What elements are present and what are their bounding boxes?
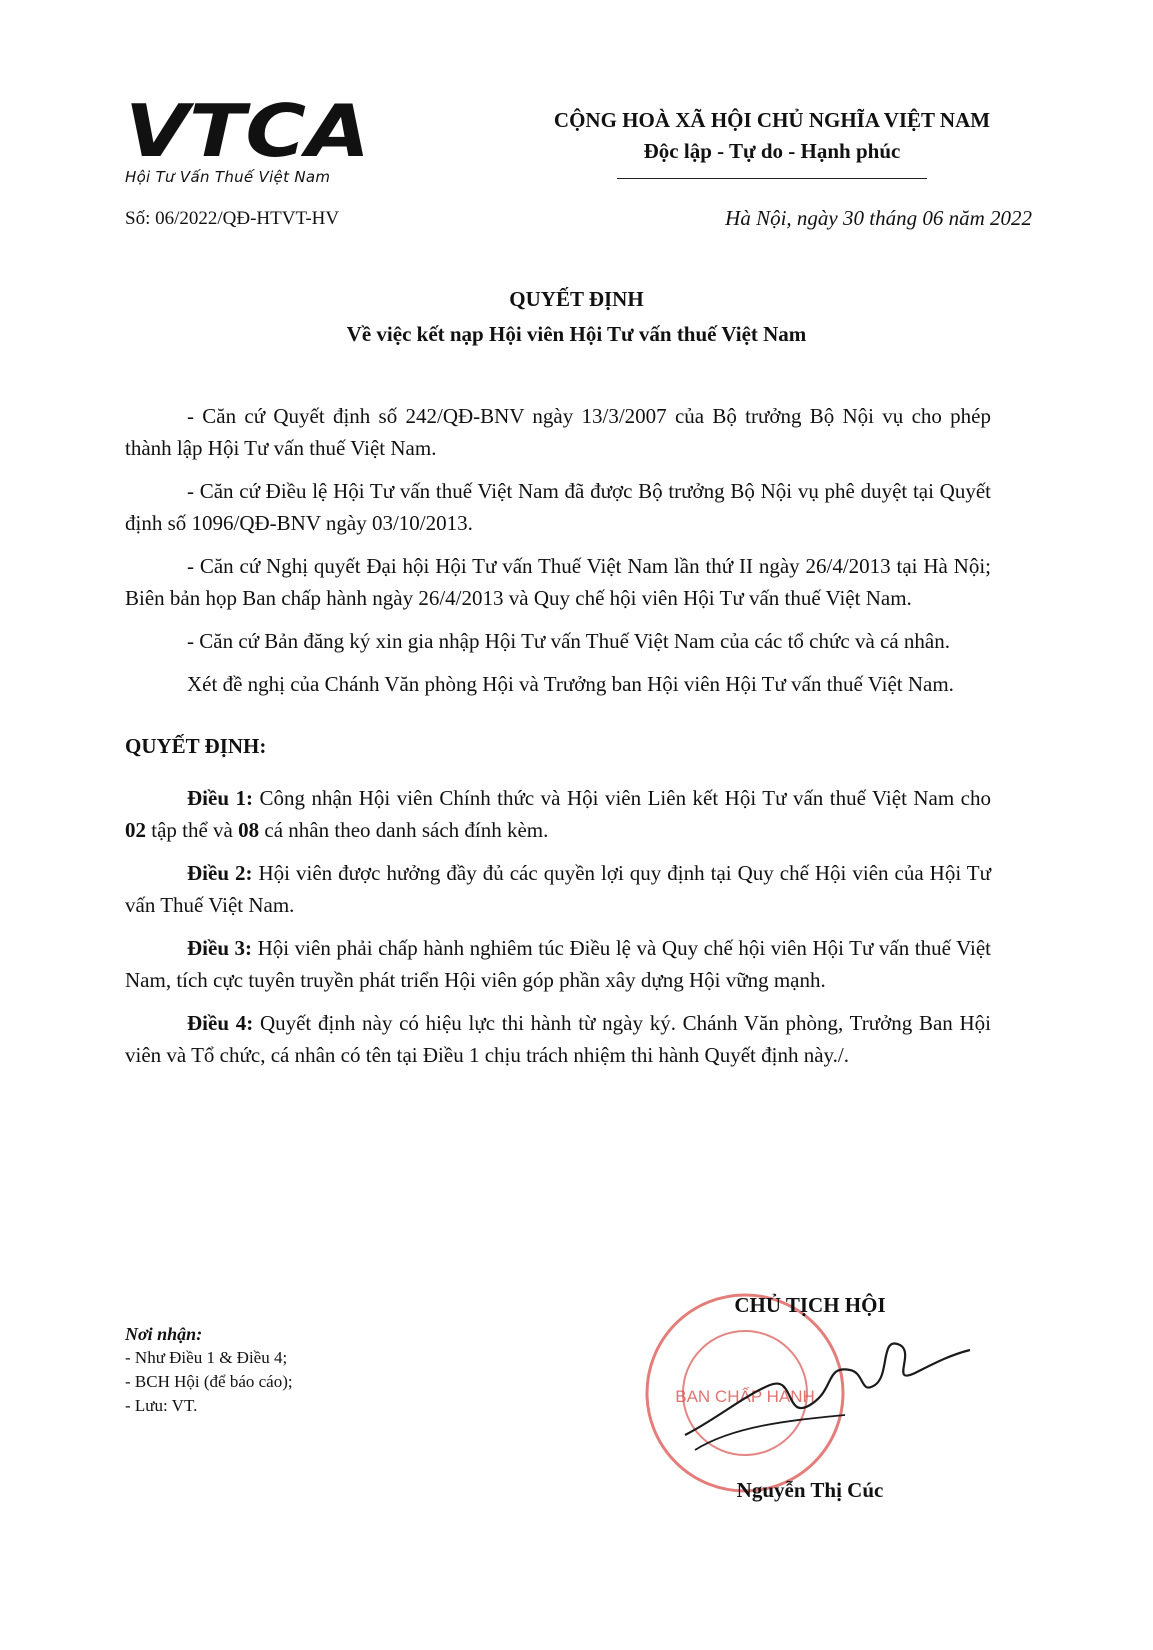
article-2 — [125, 857, 991, 921]
handwritten-signature — [675, 1325, 975, 1465]
preamble-item: - Căn cứ Nghị quyết Đại hội Hội Tư vấn Thuế Việt Nam lần thứ II ngày 26/4/2013 tại Hà Nội; Biên bản họp Ban chấp hành ngày 26/4/2013 và Quy chế hội viên Hội Tư vấn thuế Việt Nam. — [125, 554, 991, 610]
recipient-item: - Lưu: VT. — [125, 1396, 198, 1415]
preamble-item: - Căn cứ Bản đăng ký xin gia nhập Hội Tư vấn Thuế Việt Nam của các tổ chức và cá nhân. — [187, 629, 950, 653]
article-text: Hội viên được hưởng đầy đủ các quyền lợi quy định tại Quy chế Hội viên của Hội Tư vấn Thuế Việt Nam. — [125, 861, 991, 917]
motto-underline — [617, 178, 927, 179]
place-and-date: Hà Nội, ngày 30 tháng 06 năm 2022 — [725, 206, 1032, 230]
article-1 — [125, 782, 991, 846]
logo-lettering: VTCA — [125, 100, 370, 166]
article-number: 08 — [238, 818, 260, 842]
reference-number: Số: 06/2022/QĐ-HTVT-HV — [125, 208, 340, 229]
recipients-heading: Nơi nhận: — [125, 1324, 203, 1344]
recipients-block — [125, 1322, 293, 1418]
recipient-item: - Như Điều 1 & Điều 4; — [125, 1348, 288, 1367]
recipient-item: - BCH Hội (để báo cáo); — [125, 1372, 293, 1391]
document-body — [125, 400, 991, 1082]
signatory-title: CHỦ TỊCH HỘI — [734, 1293, 886, 1317]
article-label: Điều 2: — [187, 861, 253, 885]
article-text: Công nhận Hội viên Chính thức và Hội viên Liên kết Hội Tư vấn thuế Việt Nam cho — [252, 786, 991, 810]
stamp-text: BAN CHẤP HÀNH — [675, 1387, 815, 1406]
national-header — [512, 108, 1032, 179]
logo-subtitle: Hội Tư Vấn Thuế Việt Nam — [125, 168, 331, 186]
article-text: tập thể và — [146, 818, 239, 842]
national-motto: Độc lập - Tự do - Hạnh phúc — [643, 139, 901, 163]
document-title — [0, 287, 1153, 347]
article-label: Điều 4: — [187, 1011, 254, 1035]
decision-heading: QUYẾT ĐỊNH: — [125, 734, 267, 758]
preamble-item: Xét đề nghị của Chánh Văn phòng Hội và Trưởng ban Hội viên Hội Tư vấn thuế Việt Nam. — [187, 672, 954, 696]
vtca-logo — [125, 100, 375, 192]
article-number: 02 — [125, 818, 146, 842]
article-4 — [125, 1007, 991, 1071]
article-text: cá nhân theo danh sách đính kèm. — [259, 818, 549, 842]
article-text: Quyết định này có hiệu lực thi hành từ ngày ký. Chánh Văn phòng, Trưởng Ban Hội viên và Tổ chức, cá nhân có tên tại Điều 1 chịu trách nhiệm thi hành Quyết định này./. — [125, 1011, 991, 1067]
title-subject: Về việc kết nạp Hội viên Hội Tư vấn thuế Việt Nam — [346, 322, 807, 346]
preamble-item: - Căn cứ Quyết định số 242/QĐ-BNV ngày 13/3/2007 của Bộ trưởng Bộ Nội vụ cho phép thành lập Hội Tư vấn thuế Việt Nam. — [125, 404, 991, 460]
signatory-name: Nguyễn Thị Cúc — [736, 1478, 884, 1502]
title-main: QUYẾT ĐỊNH — [509, 287, 644, 311]
article-label: Điều 3: — [187, 936, 253, 960]
nation-name: CỘNG HOÀ XÃ HỘI CHỦ NGHĨA VIỆT NAM — [553, 108, 991, 132]
article-label: Điều 1: — [187, 786, 253, 810]
article-text: Hội viên phải chấp hành nghiêm túc Điều lệ và Quy chế hội viên Hội Tư vấn thuế Việt Nam, tích cực tuyên truyền phát triển Hội viên góp phần xây dựng Hội vững mạnh. — [125, 936, 991, 992]
preamble-item: - Căn cứ Điều lệ Hội Tư vấn thuế Việt Nam đã được Bộ trưởng Bộ Nội vụ phê duyệt tại Quyết định số 1096/QĐ-BNV ngày 03/10/2013. — [125, 479, 991, 535]
article-3 — [125, 932, 991, 996]
vtca-logo-mark — [125, 100, 375, 166]
